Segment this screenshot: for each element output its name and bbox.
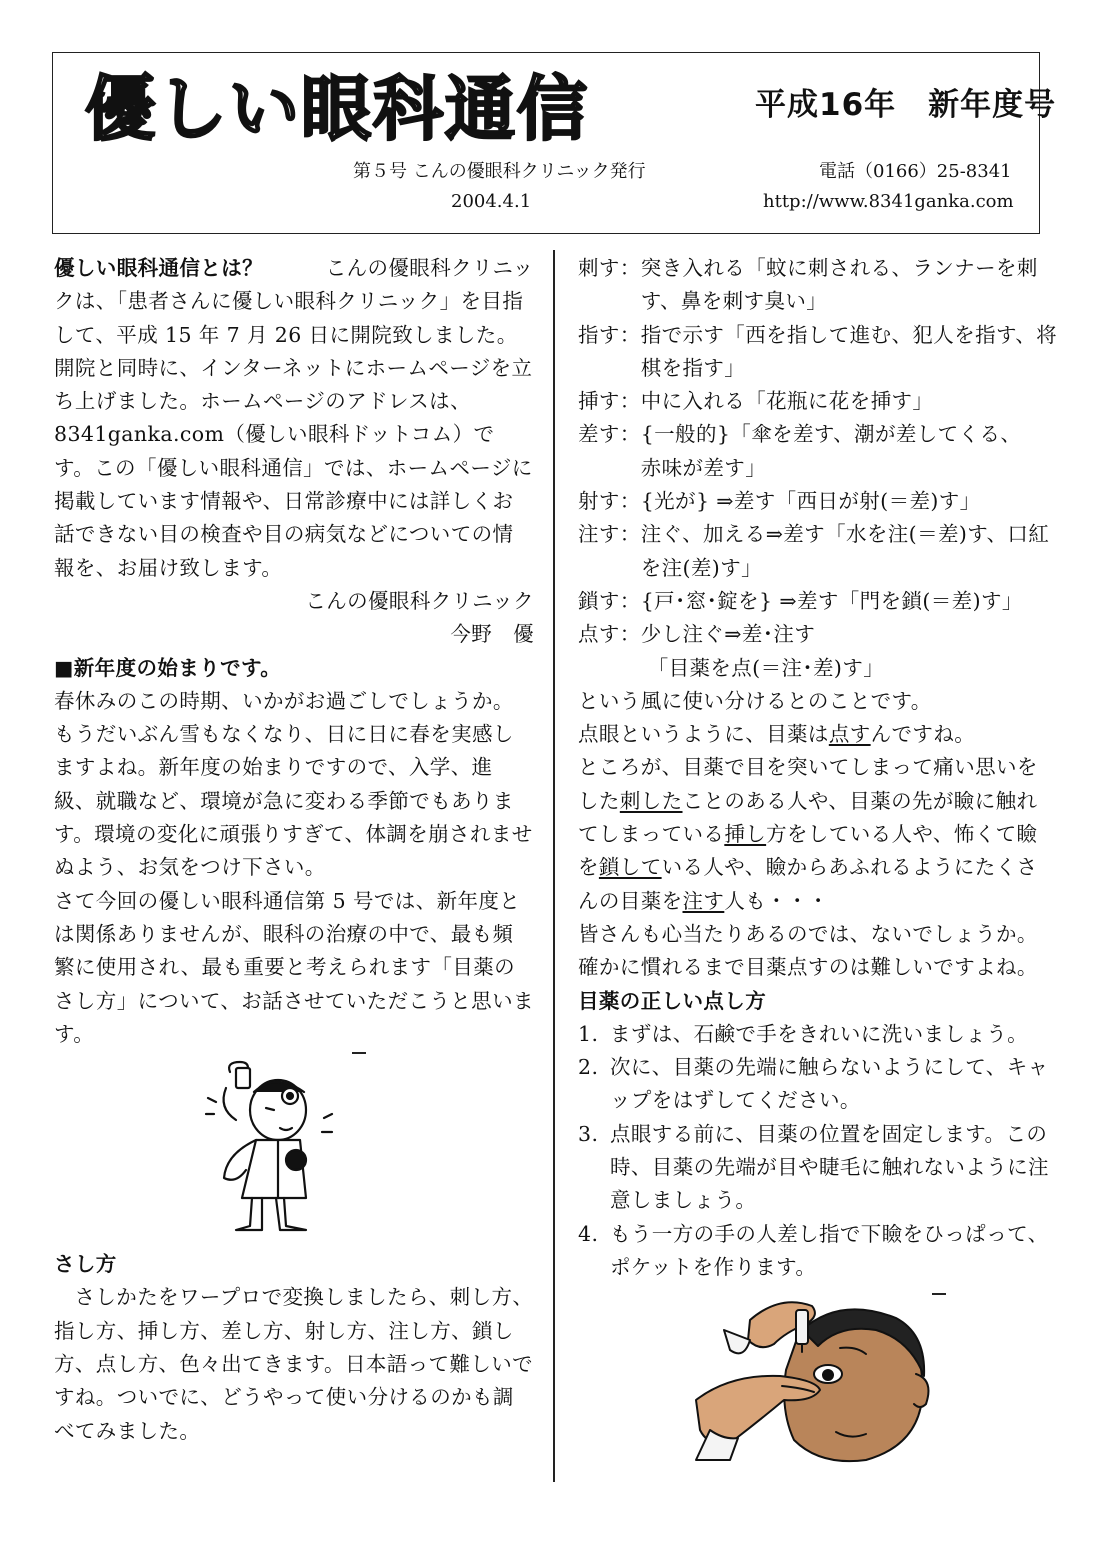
issue-date: 2004.4.1 (451, 191, 532, 212)
definition-body: 指で示す「西を指して進む、犯人を指す、将棋を指す」 (640, 322, 1058, 380)
underlined-word: 鎖して (598, 855, 662, 880)
definition-entry (578, 319, 1058, 386)
step-item (578, 1118, 1058, 1218)
decorative-dash (932, 1293, 946, 1295)
tashika-line: 確かに慣れるまで目薬点すのは難しいですよね。 (578, 955, 1038, 980)
text-span: いる人や、瞼からあふれるようにたくさんの目薬を (578, 855, 1038, 913)
right-column (578, 252, 1095, 1284)
left-column (54, 252, 534, 1448)
definition-key: 刺す： (578, 256, 641, 280)
step-number: 1. (578, 1021, 599, 1046)
text-span: 方をしている人や、怖くて瞼を (578, 822, 1038, 880)
step-number: 3. (578, 1121, 599, 1146)
definition-key: 指す： (578, 322, 641, 347)
definition-entry (578, 418, 1095, 485)
doctor-signature: 今野 優 (450, 622, 534, 647)
text-span: ところが、目薬で目を突いてしまって痛い思いをした (578, 755, 1038, 813)
column-divider (553, 250, 555, 1482)
eyedrop-application-illustration (690, 1290, 940, 1466)
definition-entry (578, 585, 1058, 618)
underlined-word: 挿し (724, 822, 767, 847)
step-text: 点眼する前に、目薬の位置を固定します。この時、目薬の先端が目や睫毛に触れないように注意しましょう。 (610, 1121, 1049, 1213)
tensu-example: 「目薬を点(＝注･差)す」 (647, 655, 885, 680)
step-text: もう一方の手の人差し指で下瞼をひっぱって、ポケットを作ります。 (610, 1221, 1049, 1279)
how-to-heading: 目薬の正しい点し方 (578, 988, 767, 1013)
topic-paragraph: さて今回の優しい眼科通信第 5 号では、新年度とは関係ありませんが、眼科の治療の中で、最も頻繁に使用され、最も重要と考えられます「目薬のさし方」について、お話させていただこうと思います。 (54, 888, 534, 1046)
definition-body: 突き入れる「蚊に刺される、ランナーを刺す、鼻を刺す臭い」 (640, 256, 1038, 314)
text-span: ことのある人や、目薬の先が瞼に触れてしまっている (578, 788, 1038, 847)
sashikata-heading: さし方 (54, 1252, 117, 1277)
intro-paragraph (54, 252, 534, 585)
intro-heading: 優しい眼科通信とは？ (54, 256, 263, 280)
definition-key: 鎖す： (578, 588, 641, 613)
definition-entry (578, 518, 1058, 585)
underlined-word: 点す (828, 722, 871, 747)
website-url[interactable]: http://www.8341ganka.com (763, 191, 1014, 212)
definition-body: 注ぐ、加える⇒差す「水を注(＝差)す、口紅を注(差)す」 (640, 522, 1050, 580)
definition-entry (578, 485, 1058, 518)
definition-entry (578, 385, 1058, 418)
definition-key: 注す： (578, 522, 641, 547)
definition-key: 差す： (578, 422, 641, 447)
definition-key: 挿す： (578, 389, 641, 414)
definition-entry (578, 618, 1058, 651)
issue-line: 第５号 こんの優眼科クリニック発行 (353, 161, 646, 182)
definition-body: {戸･窓･錠を} ⇒差す「門を鎖(＝差)す」 (640, 588, 1023, 613)
underlined-word: 刺した (619, 788, 683, 813)
definition-key: 射す： (578, 489, 641, 514)
usage-closing: という風に使い分けるとのことです。 (578, 688, 932, 713)
doctor-eyedrop-illustration (196, 1058, 342, 1238)
definition-entry (578, 252, 1058, 319)
newsletter-title: 優しい眼科通信 (85, 68, 589, 150)
step-number: 4. (578, 1221, 599, 1246)
decorative-dash (352, 1052, 366, 1054)
issue-name: 平成16年 新年度号 (755, 87, 1057, 123)
phone-number: 電話（0166）25-8341 (819, 161, 1012, 182)
intro-text: こんの優眼科クリニックは、「患者さんに優しい眼科クリニック」を目指して、平成 15 年 7 月 26 日に開院致しました。開院と同時に、インターネットにホームページを立ち上げました。ホームページのアドレスは、8341ganka.com（優しい眼科ドットコム）です。この「優しい眼科通信」では、ホームページに掲載しています情報や、日常診療中には詳しくお話できない目の検査や目の病気などについての情報を、お届け致します。 (54, 256, 534, 580)
text-span: 人も・・・ (724, 888, 829, 913)
new-year-paragraph: 春休みのこの時期、いかがお過ごしでしょうか。もうだいぶん雪もなくなり、日に日に春を実感しますよね。新年度の始まりですので、入学、進級、就職など、環境が急に変わる季節でもあります。環境の変化に頑張りすぎて、体調を崩されませぬよう、お気をつけ下さい。 (54, 688, 533, 880)
definition-body: 少し注ぐ⇒差･注す (640, 622, 816, 647)
minasan-line: 皆さんも心当たりあるのでは、ないでしょうか。 (578, 921, 1038, 946)
step-text: まずは、石鹸で手をきれいに洗いましょう。 (610, 1021, 1028, 1046)
definition-body: 中に入れる「花瓶に花を挿す」 (640, 389, 934, 414)
new-year-heading: ■新年度の始まりです。 (54, 655, 282, 680)
step-number: 2. (578, 1055, 599, 1080)
definition-body: {一般的}「傘を差す、潮が差してくる、 赤味が差す」 (640, 422, 1095, 480)
mistakes-paragraph (578, 751, 1058, 917)
step-text: 次に、目薬の先端に触らないようにして、キャップをはずしてください。 (610, 1055, 1049, 1113)
tengan-line (578, 718, 1058, 751)
step-item (578, 1051, 1058, 1118)
definition-key: 点す： (578, 622, 641, 647)
sashikata-paragraph: さしかたをワープロで変換しましたら、刺し方、指し方、挿し方、差し方、射し方、注し方、鎖し方、点し方、色々出てきます。日本語って難しいですね。ついでに、どうやって使い分けるのかも調べてみました。 (54, 1285, 534, 1443)
definition-body: {光が} ⇒差す「西日が射(＝差)す」 (640, 489, 981, 514)
text-span: んですね。 (870, 722, 976, 747)
underlined-word: 注す (682, 888, 725, 913)
text-span: 点眼というように、目薬は (578, 722, 829, 747)
step-item (578, 1018, 1058, 1051)
clinic-signature: こんの優眼科クリニック (305, 588, 534, 613)
step-item (578, 1218, 1058, 1285)
masthead (52, 52, 1057, 234)
